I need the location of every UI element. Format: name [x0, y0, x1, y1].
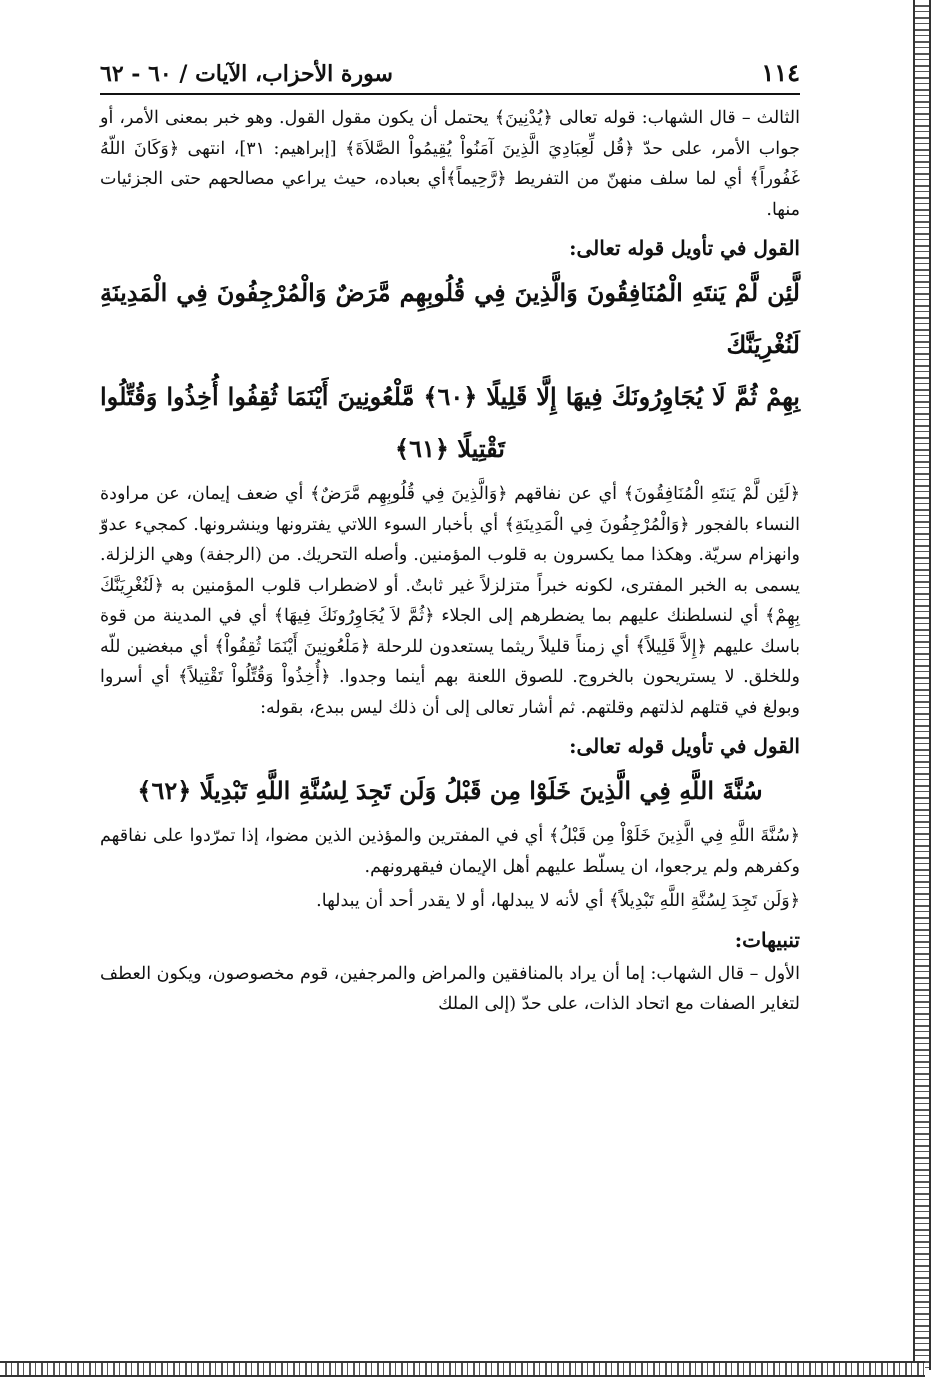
- page-header: [100, 58, 800, 95]
- verse-line: بِهِمْ ثُمَّ لَا يُجَاوِرُونَكَ فِيهَا إِلَّا قَلِيلًا ﴿٦٠﴾ مَّلْعُونِينَ أَيْنَمَا ثُقِفُوا أُخِذُوا وَقُتِّلُوا: [100, 382, 800, 411]
- verse-62: سُنَّةَ اللَّهِ فِي الَّذِينَ خَلَوْا مِن قَبْلُ وَلَن تَجِدَ لِسُنَّةِ اللَّهِ تَبْدِيلًا ﴿٦٢﴾: [137, 776, 763, 805]
- page-content: [100, 58, 800, 1020]
- section2-commentary-2: ﴿وَلَن تَجِدَ لِسُنَّةِ اللَّهِ تَبْدِيلاً﴾ أي لأنه لا يبدلها، أو لا يقدر أحد أن يبدلها.: [316, 891, 800, 911]
- section1-heading: القول في تأويل قوله تعالى:: [569, 236, 800, 260]
- section2-commentary-1: ﴿سُنَّةَ اللَّهِ فِي الَّذِينَ خَلَوْاْ مِن قَبْلُ﴾ أي في المفترين والمؤذين الذين مضوا، إذا تمرّدوا على نفاقهم وكفرهم ولم يرجعوا، ان يسلّط عليهم أهل الإيمان فيقهرونهم.: [100, 826, 800, 877]
- page-number: ١١٤: [761, 58, 800, 87]
- notes-text: الأول – قال الشهاب: إما أن يراد بالمنافقين والمراض والمرجفين، قوم مخصوصون، ويكون العطف لتغاير الصفات مع اتحاد الذات، على حدّ (إلى الملك: [100, 963, 800, 1014]
- running-title: سورة الأحزاب، الآيات / ٦٠ - ٦٢: [100, 61, 393, 87]
- notes-heading: تنبيهات:: [734, 927, 800, 952]
- intro-paragraph: الثالث – قال الشهاب: قوله تعالى ﴿يُدْنِينَ﴾ يحتمل أن يكون مقول القول. وهو خبر بمعنى الأمر، أو جواب الأمر، على حدّ ﴿قُل لِّعِبَادِيَ الَّذِينَ آمَنُواْ يُقِيمُواْ الصَّلاَةَ﴾ [إبراهيم: ٣١]، انتهى ﴿وَكَانَ اللّهُ غَفُوراً﴾ أي لما سلف منهنّ من التفريط ﴿رَّحِيماً﴾أي بعباده، حيث يراعي مصالحهم حتى الجزئيات منها.: [100, 108, 800, 220]
- verse-line: تَقْتِيلًا ﴿٦١﴾: [395, 434, 505, 463]
- verse-line: لَّئِن لَّمْ يَنتَهِ الْمُنَافِقُونَ وَالَّذِينَ فِي قُلُوبِهِم مَّرَضٌ وَالْمُرْجِفُونَ فِي الْمَدِينَةِ لَنُغْرِيَنَّكَ: [100, 278, 800, 359]
- decorative-border-right: [913, 0, 931, 1370]
- decorative-border-bottom: [0, 1361, 925, 1377]
- section1-commentary: ﴿لَئِن لَّمْ يَنتَهِ الْمُنَافِقُونَ﴾ أي عن نفاقهم ﴿وَالَّذِينَ فِي قُلُوبِهِم مَّرَضٌ﴾ أي ضعف إيمان، عن مراودة النساء بالفجور ﴿وَالْمُرْجِفُونَ فِي الْمَدِينَةِ﴾ أي بأخبار السوء اللاتي يفترونها وينشرونها. كمجيء عدوّ وانهزام سريّة. وهكذا مما يكسرون به قلوب المؤمنين. وأصله التحريك. من (الرجفة) وهي الزلزلة. يسمى به الخبر المفترى، لكونه خبراً متزلزلاً غير ثابتٌ. أو لاضطراب قلوب المؤمنين به ﴿لَنُغْرِيَنَّكَ بِهِمْ﴾ أي لنسلطنك عليهم بما يضطرهم إلى الجلاء ﴿ثُمَّ لاَ يُجَاوِرُونَكَ فِيهَا﴾ أي في المدينة من قوة باسك عليهم ﴿إِلاَّ قَلِيلاً﴾ أي زمناً قليلاً ريثما يستعدون للرحلة ﴿مَلْعُونِينَ أَيْنَمَا ثُقِفُواْ﴾ أي مبغضين للّه وللخلق. لا يستريحون بالخروج. للصوق اللعنة بهم أينما وجدوا. ﴿أُخِذُواْ وَقُتِّلُواْ تَقْتِيلاً﴾ أي أسروا وبولغ في قتلهم لذلتهم وقلتهم. ثم أشار تعالى إلى أن ذلك ليس ببدع، بقوله:: [100, 484, 800, 718]
- section2-heading: القول في تأويل قوله تعالى:: [569, 734, 800, 758]
- verse-block-60-61: [100, 267, 800, 475]
